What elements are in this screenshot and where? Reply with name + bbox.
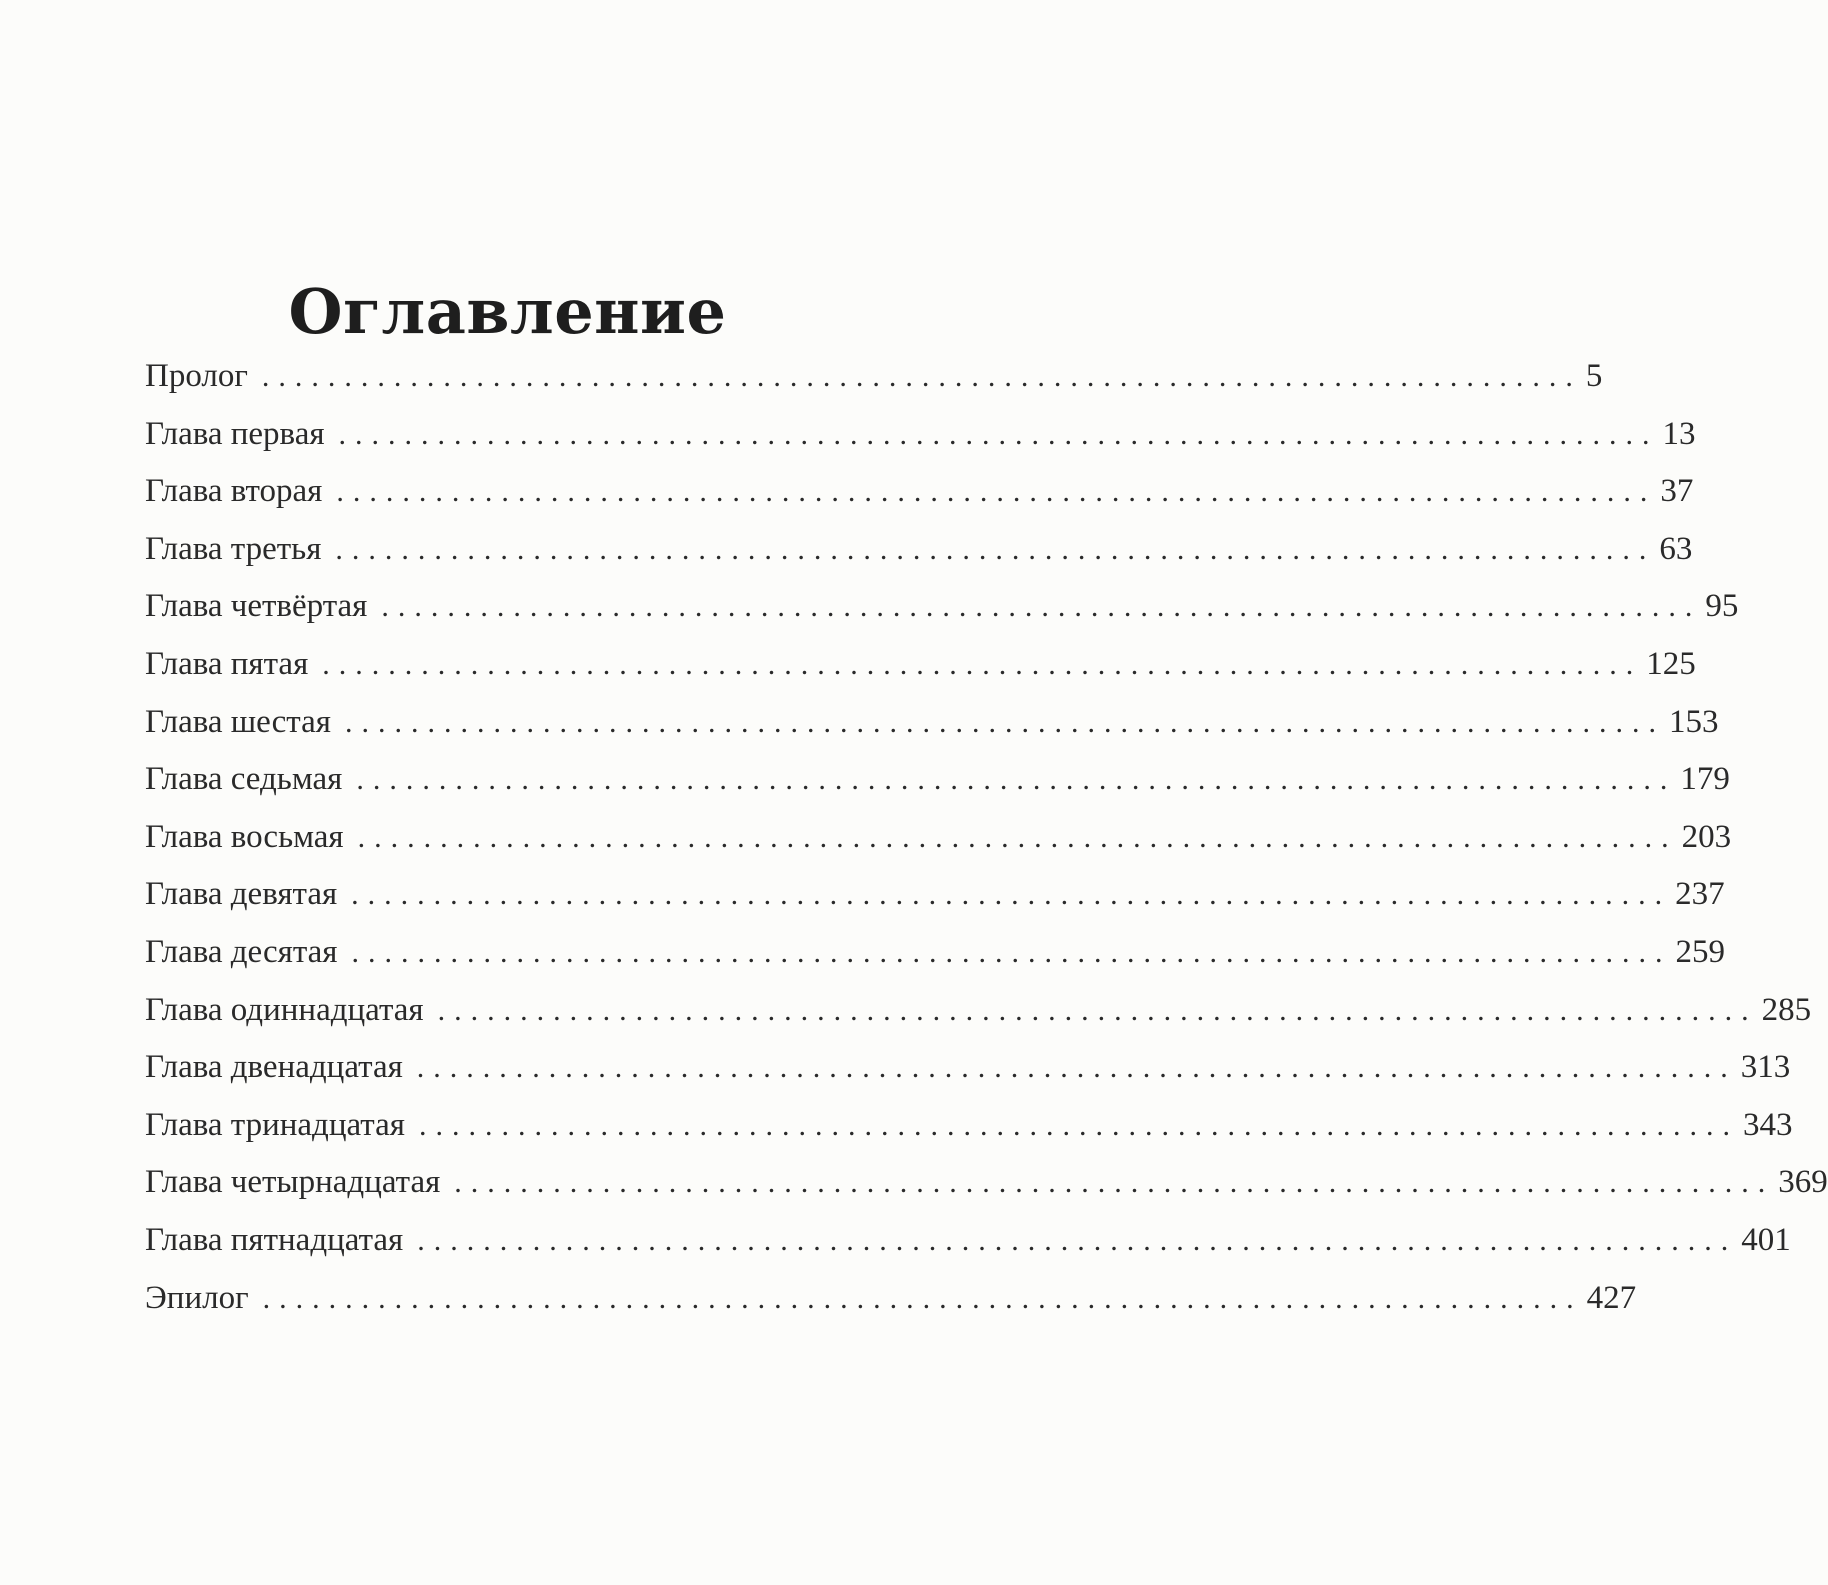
toc-entry xyxy=(145,1039,1791,1097)
toc-entry-page-number: 63 xyxy=(1659,530,1693,567)
toc-entry-label: Глава пятнадцатая xyxy=(145,1221,404,1258)
toc-entry-label: Глава третья xyxy=(145,530,322,567)
toc-entry-label: Глава одиннадцатая xyxy=(145,991,424,1028)
toc-entry-page-number: 5 xyxy=(1585,358,1603,394)
toc-entry-page-number: 13 xyxy=(1662,415,1696,452)
toc-entry-label: Глава пятая xyxy=(145,645,309,682)
dot-leader: ................................................................................ xyxy=(351,935,1672,969)
dot-leader: ................................................................................ xyxy=(262,1281,1583,1315)
toc-entry-page-number: 259 xyxy=(1675,933,1725,970)
toc-entry xyxy=(145,1097,1793,1155)
toc-entry xyxy=(145,521,1693,579)
toc-entry-label: Эпилог xyxy=(145,1279,249,1316)
dot-leader: ................................................................................ xyxy=(322,647,1643,681)
toc-entry-page-number: 95 xyxy=(1705,588,1739,625)
dot-leader: ................................................................................ xyxy=(437,993,1758,1027)
toc-entry-page-number: 369 xyxy=(1778,1164,1828,1201)
toc-entry-label: Глава тринадцатая xyxy=(145,1106,405,1143)
dot-leader: ................................................................................ xyxy=(338,417,1659,451)
table-of-contents xyxy=(145,348,1828,1327)
dot-leader: ................................................................................ xyxy=(261,360,1582,393)
toc-entry-page-number: 427 xyxy=(1586,1279,1637,1316)
toc-entry xyxy=(145,982,1812,1040)
toc-entry xyxy=(145,406,1696,464)
toc-entry xyxy=(145,809,1732,867)
toc-entry-page-number: 343 xyxy=(1742,1106,1793,1143)
toc-entry xyxy=(145,1270,1637,1328)
toc-entry xyxy=(145,1154,1828,1212)
toc-entry-label: Глава вторая xyxy=(145,473,323,510)
dot-leader: ................................................................................ xyxy=(416,1051,1737,1085)
toc-entry-label: Глава четырнадцатая xyxy=(145,1164,441,1201)
dot-leader: ................................................................................ xyxy=(351,878,1672,912)
toc-entry-page-number: 37 xyxy=(1660,473,1694,510)
dot-leader: ................................................................................ xyxy=(356,763,1677,797)
toc-entry-label: Глава двенадцатая xyxy=(145,1049,403,1086)
toc-entry xyxy=(145,924,1725,982)
toc-entry-label: Глава десятая xyxy=(145,933,338,970)
toc-entry-page-number: 179 xyxy=(1680,761,1730,798)
dot-leader: ................................................................................ xyxy=(357,820,1678,854)
toc-entry xyxy=(145,694,1719,752)
toc-entry-page-number: 237 xyxy=(1675,876,1725,913)
toc-entry-label: Глава шестая xyxy=(145,703,331,740)
dot-leader: ................................................................................ xyxy=(418,1108,1739,1142)
toc-entry-label: Пролог xyxy=(145,358,248,394)
toc-entry-label: Глава девятая xyxy=(145,876,338,913)
toc-entry-page-number: 125 xyxy=(1646,645,1696,682)
toc-entry-label: Глава седьмая xyxy=(145,761,343,798)
toc-entry xyxy=(145,636,1696,694)
dot-leader: ................................................................................ xyxy=(335,532,1656,566)
toc-entry xyxy=(145,1212,1791,1270)
dot-leader: ................................................................................ xyxy=(381,590,1702,624)
toc-entry xyxy=(145,463,1694,521)
toc-entry-label: Глава четвёртая xyxy=(145,588,368,625)
toc-entry-label: Глава первая xyxy=(145,415,325,452)
toc-entry-page-number: 285 xyxy=(1761,991,1812,1028)
toc-entry-page-number: 153 xyxy=(1668,703,1719,740)
dot-leader: ................................................................................ xyxy=(344,705,1665,739)
toc-entry-page-number: 401 xyxy=(1741,1221,1791,1258)
toc-entry-page-number: 203 xyxy=(1681,818,1732,855)
toc-entry xyxy=(145,348,1603,406)
dot-leader: ................................................................................ xyxy=(336,475,1657,509)
dot-leader: ................................................................................ xyxy=(417,1223,1738,1257)
dot-leader: ................................................................................ xyxy=(454,1166,1775,1200)
toc-entry-page-number: 313 xyxy=(1740,1049,1791,1086)
toc-entry-label: Глава восьмая xyxy=(145,818,344,855)
page-title: Оглавление xyxy=(288,274,727,348)
toc-entry xyxy=(145,578,1739,636)
toc-entry xyxy=(145,866,1725,924)
toc-entry xyxy=(145,751,1730,809)
